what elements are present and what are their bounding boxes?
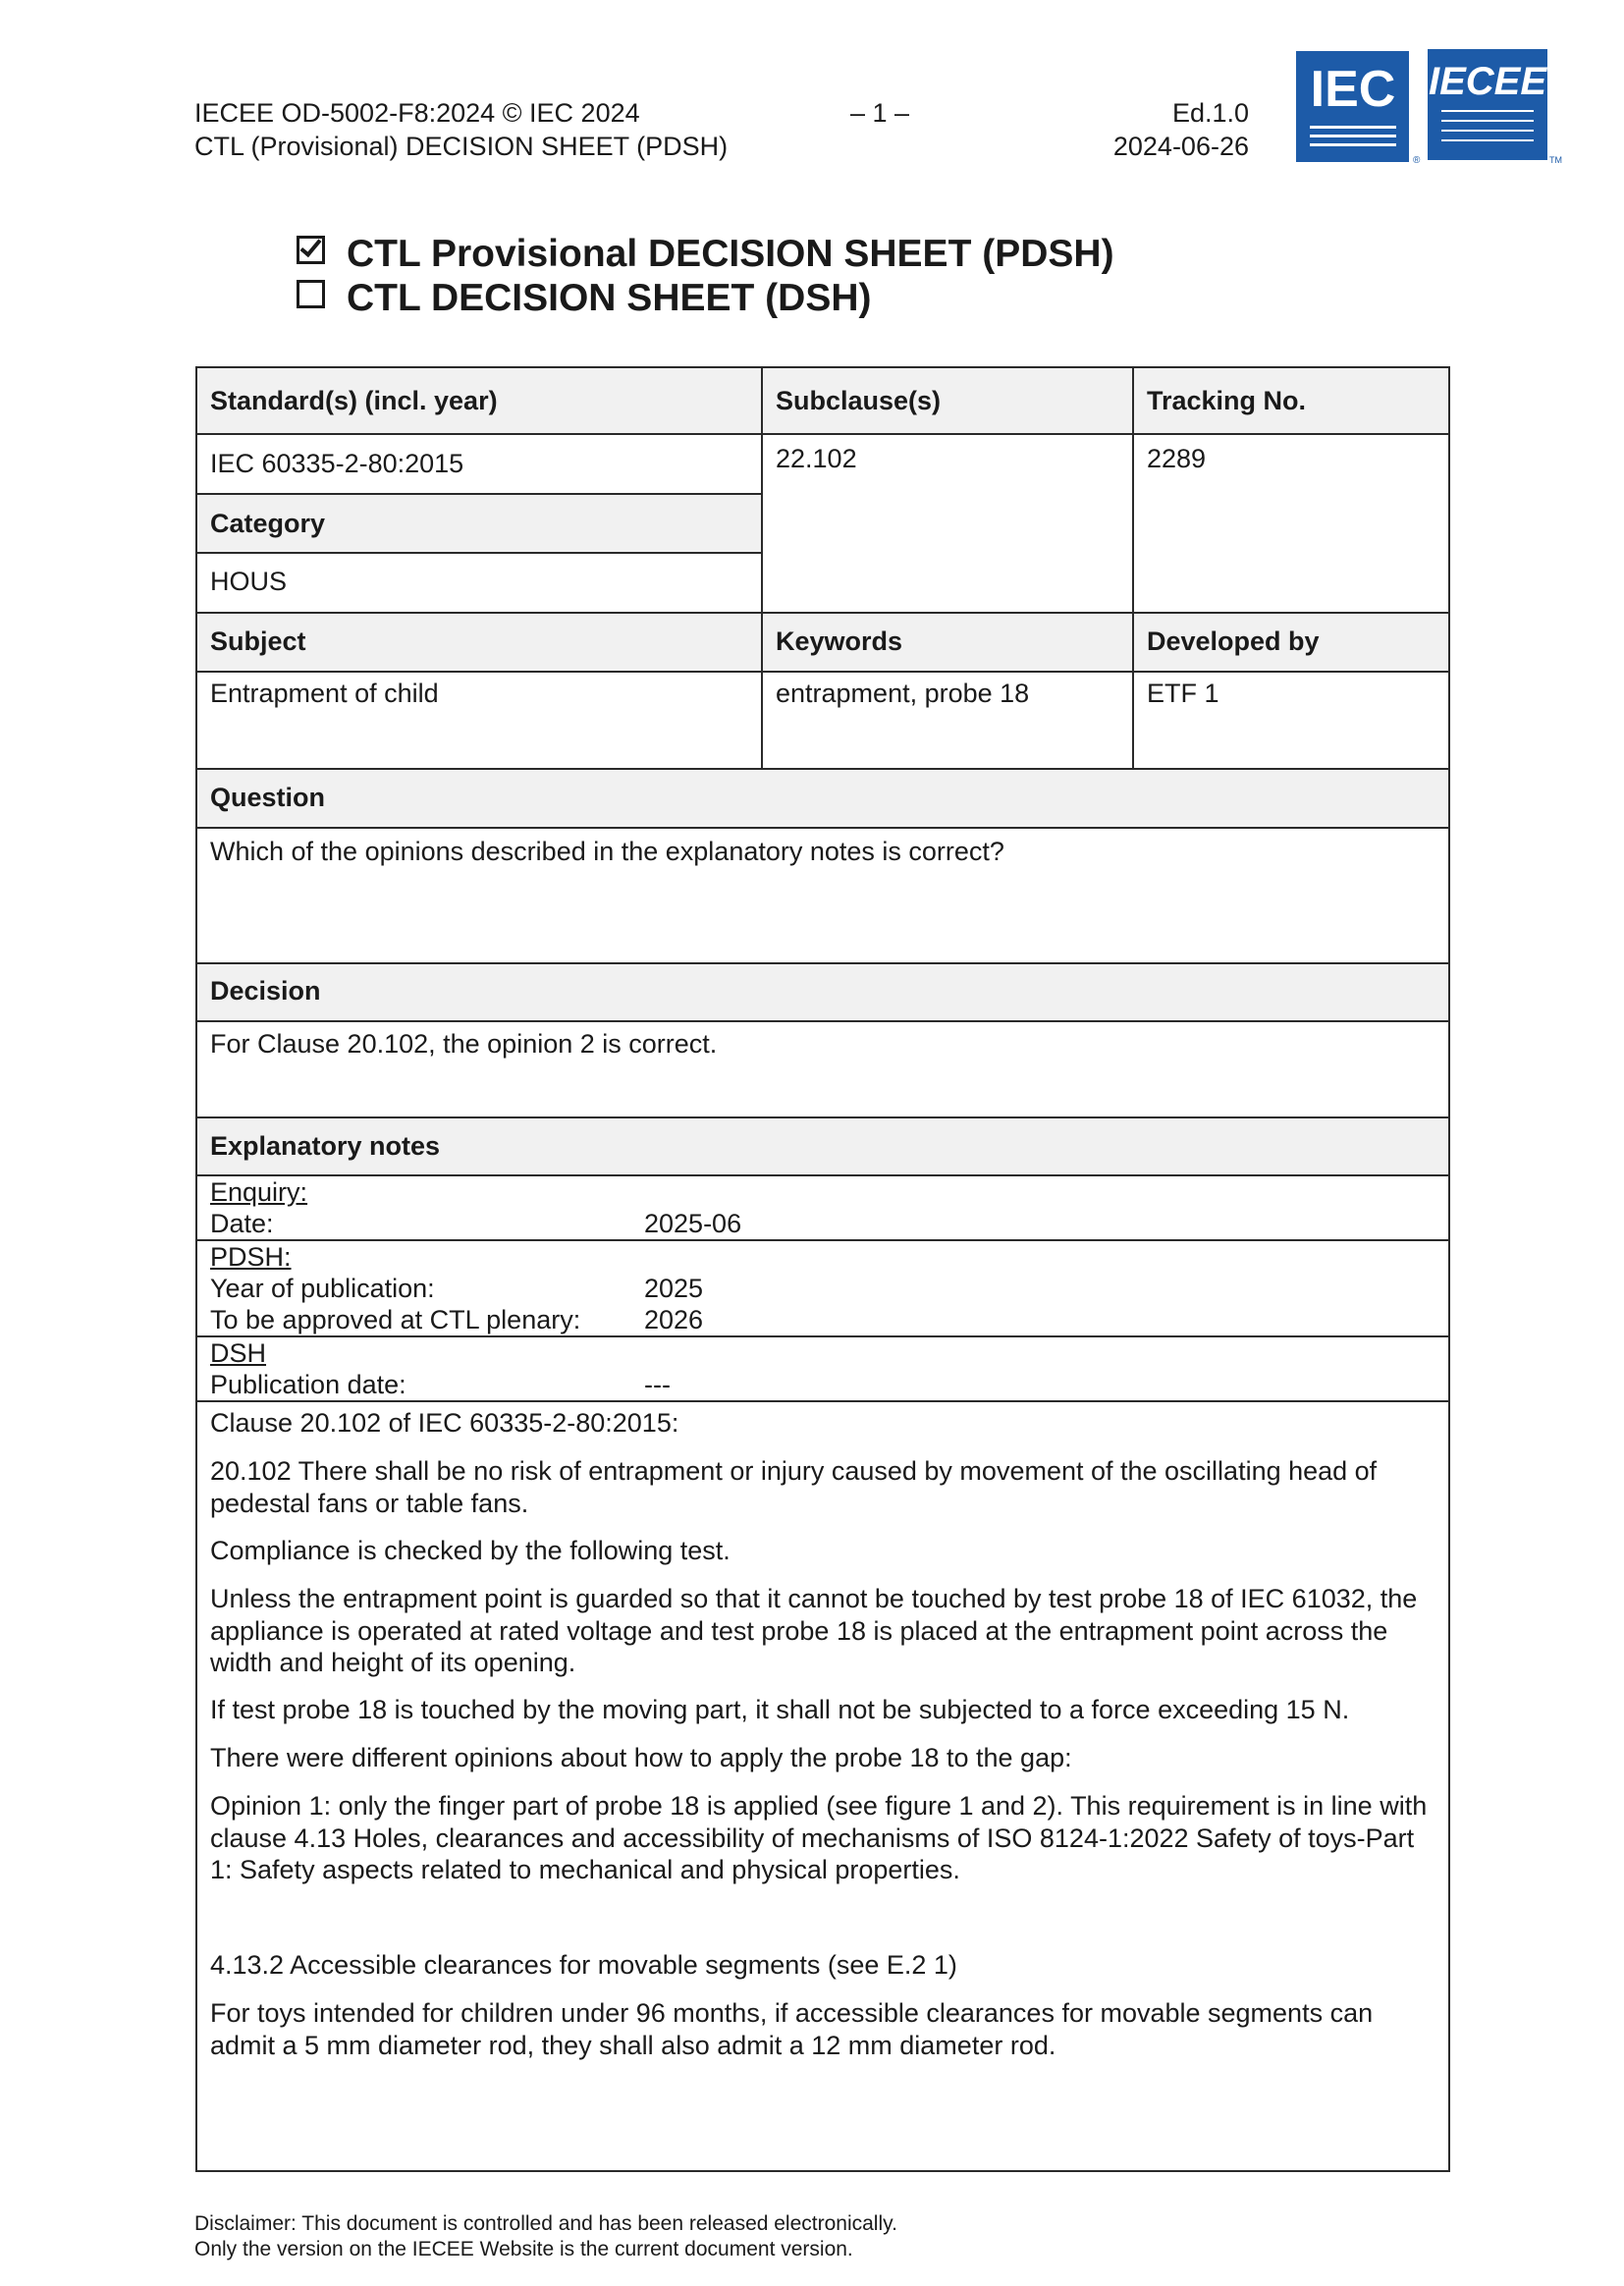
- pdsh-label: PDSH:: [210, 1242, 292, 1272]
- title-pdsh-label: CTL Provisional DECISION SHEET (PDSH): [347, 233, 1114, 275]
- decision-label: Decision: [210, 976, 321, 1006]
- disclaimer-line-1: Disclaimer: This document is controlled and has been released electronically.: [194, 2212, 897, 2235]
- pubdate-value: ---: [644, 1370, 671, 1399]
- title-dsh: [297, 276, 871, 321]
- category-label: Category: [210, 509, 326, 538]
- standard-value: IEC 60335-2-80:2015: [210, 449, 464, 478]
- date-value: 2025-06: [644, 1209, 742, 1238]
- notes-paragraph-6: There were different opinions about how to apply the probe 18 to the gap:: [210, 1743, 1072, 1772]
- notes-label: Explanatory notes: [210, 1131, 441, 1161]
- question-header-cell: [195, 768, 1450, 829]
- pubdate-label: Publication date:: [210, 1370, 406, 1399]
- decision-value: For Clause 20.102, the opinion 2 is correct.: [210, 1029, 718, 1059]
- date-label: Date:: [210, 1209, 274, 1238]
- dsh-label: DSH: [210, 1338, 267, 1368]
- tracking-label: Tracking No.: [1147, 386, 1307, 415]
- notes-paragraph-8: 4.13.2 Accessible clearances for movable segments (see E.2 1): [210, 1950, 957, 1980]
- developed-value: ETF 1: [1147, 679, 1219, 708]
- keywords-label: Keywords: [776, 626, 903, 656]
- notes-paragraph-2: 20.102 There shall be no risk of entrapment or injury caused by movement of the oscillating head of pedestal fans or table fans.: [210, 1456, 1378, 1518]
- pdsh-checkbox[interactable]: [297, 236, 325, 264]
- category-value: HOUS: [210, 567, 288, 596]
- subclause-value: 22.102: [776, 444, 857, 473]
- approve-label: To be approved at CTL plenary:: [210, 1305, 581, 1334]
- standard-label: Standard(s) (incl. year): [210, 386, 498, 415]
- subject-value: Entrapment of child: [210, 679, 439, 708]
- iec-iecee-logo: [1296, 49, 1563, 165]
- header-date: 2024-06-26: [1112, 132, 1249, 161]
- svg-text:IECEE: IECEE: [1428, 60, 1547, 103]
- disclaimer: [194, 2211, 897, 2262]
- question-value: Which of the opinions described in the explanatory notes is correct?: [210, 837, 1004, 866]
- page-number: – 1 –: [850, 98, 910, 128]
- header-left: [194, 96, 728, 163]
- subclause-label: Subclause(s): [776, 386, 942, 415]
- question-label: Question: [210, 783, 326, 812]
- header-right: [1060, 96, 1249, 163]
- disclaimer-line-2: Only the version on the IECEE Website is the current document version.: [194, 2238, 853, 2260]
- svg-text:®: ®: [1413, 155, 1421, 165]
- decision-header-cell: [195, 962, 1450, 1022]
- edition: Ed.1.0: [1171, 98, 1249, 128]
- notes-paragraph-5: If test probe 18 is touched by the moving part, it shall not be subjected to a force exceeding 15 N.: [210, 1695, 1350, 1724]
- title-pdsh: [297, 232, 1114, 277]
- doc-title: CTL (Provisional) DECISION SHEET (PDSH): [194, 132, 729, 161]
- year-label: Year of publication:: [210, 1274, 435, 1303]
- svg-text:TM: TM: [1549, 155, 1562, 165]
- tracking-value: 2289: [1147, 444, 1207, 473]
- developed-label: Developed by: [1147, 626, 1320, 656]
- year-value: 2025: [644, 1274, 704, 1303]
- keywords-value: entrapment, probe 18: [776, 679, 1030, 708]
- title-dsh-label: CTL DECISION SHEET (DSH): [347, 277, 872, 319]
- enquiry-cell: [195, 1174, 1450, 1241]
- approve-value: 2026: [644, 1305, 704, 1334]
- svg-text:IEC: IEC: [1310, 61, 1396, 118]
- notes-paragraph-7: Opinion 1: only the finger part of probe 18 is applied (see figure 1 and 2). This requirement is in line with clause 4.13 Holes, clearances and accessibility of mechanisms of ISO 8124-1:2022 Safety of toys-Part 1: Safety aspects related to mechanical and physical properties.: [210, 1791, 1428, 1884]
- notes-paragraph-9: For toys intended for children under 96 months, if accessible clearances for movable segments can admit a 5 mm diameter rod, they shall also admit a 12 mm diameter rod.: [210, 1998, 1374, 2060]
- notes-paragraph-3: Compliance is checked by the following test.: [210, 1536, 731, 1565]
- subject-label: Subject: [210, 626, 306, 656]
- notes-paragraph-1: Clause 20.102 of IEC 60335-2-80:2015:: [210, 1408, 679, 1438]
- notes-paragraph-4: Unless the entrapment point is guarded so that it cannot be touched by test probe 18 of IEC 61032, the appliance is operated at rated voltage and test probe 18 is placed at the entrapment point across the width and height of its opening.: [210, 1584, 1418, 1677]
- dsh-checkbox[interactable]: [297, 280, 325, 308]
- doc-id: IECEE OD-5002-F8:2024 © IEC 2024: [194, 98, 640, 128]
- enquiry-label: Enquiry:: [210, 1177, 308, 1207]
